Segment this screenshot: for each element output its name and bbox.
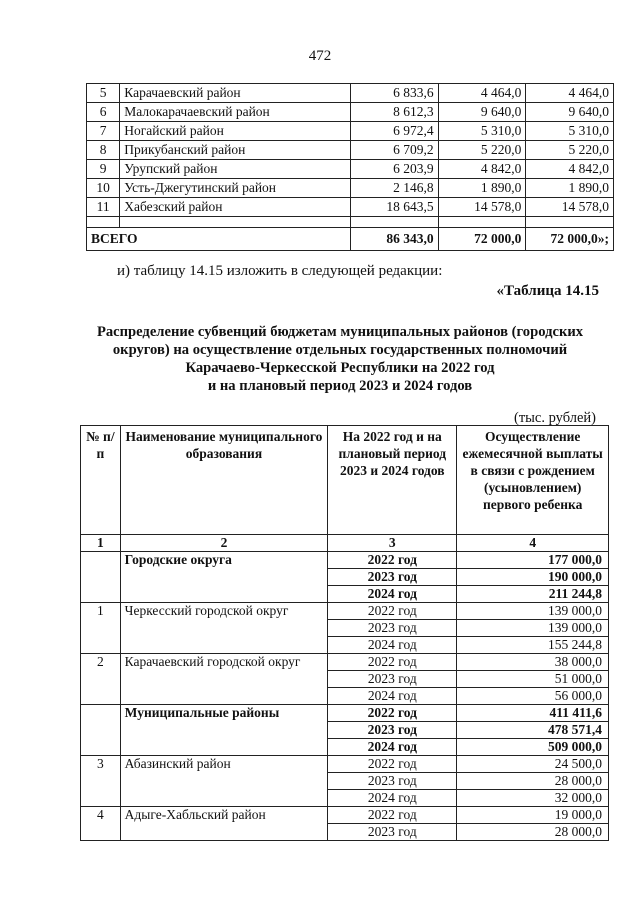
- row-number: 11: [87, 198, 120, 217]
- district-name: Ногайский район: [120, 122, 351, 141]
- amount-cell: 177 000,0: [457, 552, 609, 569]
- instruction-text: и) таблицу 14.15 изложить в следующей редакции:: [117, 263, 443, 279]
- column-number: 1: [81, 535, 121, 552]
- header-row: [81, 426, 609, 535]
- municipality-name: Муниципальные районы: [120, 705, 328, 756]
- header-name: Наименование муниципального образования: [120, 426, 328, 535]
- row-number: [81, 552, 121, 603]
- municipality-name: Адыге-Хабльский район: [120, 807, 328, 841]
- table-row: [81, 552, 609, 569]
- value-cell: 14 578,0: [438, 198, 526, 217]
- amount-cell: 28 000,0: [457, 824, 609, 841]
- municipality-name: Абазинский район: [120, 756, 328, 807]
- row-number: 5: [87, 84, 120, 103]
- amount-cell: 155 244,8: [457, 637, 609, 654]
- value-cell: 9 640,0: [438, 103, 526, 122]
- row-number: 1: [81, 603, 121, 654]
- total-row: [87, 228, 614, 251]
- amount-cell: 24 500,0: [457, 756, 609, 773]
- spacer-cell: [351, 217, 439, 228]
- year-cell: 2022 год: [328, 807, 457, 824]
- spacer-row: [87, 217, 614, 228]
- municipality-name: Черкесский городской округ: [120, 603, 328, 654]
- year-cell: 2022 год: [328, 654, 457, 671]
- title-line: Карачаево-Черкесской Республики на 2022 год: [185, 360, 495, 376]
- value-cell: 5 310,0: [438, 122, 526, 141]
- district-name: Прикубанский район: [120, 141, 351, 160]
- amount-cell: 38 000,0: [457, 654, 609, 671]
- table-title: [60, 323, 620, 395]
- year-cell: 2024 год: [328, 688, 457, 705]
- district-name: Карачаевский район: [120, 84, 351, 103]
- municipality-name: Карачаевский городской округ: [120, 654, 328, 705]
- amount-cell: 32 000,0: [457, 790, 609, 807]
- district-name: Малокарачаевский район: [120, 103, 351, 122]
- value-cell: 14 578,0: [526, 198, 614, 217]
- year-cell: 2023 год: [328, 722, 457, 739]
- row-number: 6: [87, 103, 120, 122]
- table-row: [81, 603, 609, 620]
- value-cell: 4 842,0: [526, 160, 614, 179]
- page-number: 472: [308, 48, 332, 64]
- year-cell: 2022 год: [328, 756, 457, 773]
- total-value: 72 000,0: [438, 228, 526, 251]
- value-cell: 6 203,9: [351, 160, 439, 179]
- row-number: 2: [81, 654, 121, 705]
- table-row: [81, 705, 609, 722]
- amount-cell: 56 000,0: [457, 688, 609, 705]
- table-row: [81, 756, 609, 773]
- amount-cell: 139 000,0: [457, 603, 609, 620]
- year-cell: 2024 год: [328, 739, 457, 756]
- value-cell: 4 464,0: [526, 84, 614, 103]
- row-number: 8: [87, 141, 120, 160]
- table-row: [81, 807, 609, 824]
- value-cell: 6 709,2: [351, 141, 439, 160]
- district-name: Урупский район: [120, 160, 351, 179]
- year-cell: 2024 год: [328, 586, 457, 603]
- amount-cell: 190 000,0: [457, 569, 609, 586]
- column-number: 2: [120, 535, 328, 552]
- amount-cell: 51 000,0: [457, 671, 609, 688]
- header-period: На 2022 год и на плановый период 2023 и 2024 годов: [328, 426, 457, 535]
- value-cell: 4 464,0: [438, 84, 526, 103]
- value-cell: 2 146,8: [351, 179, 439, 198]
- main-table: [80, 425, 609, 841]
- value-cell: 5 220,0: [438, 141, 526, 160]
- table-row: [87, 103, 614, 122]
- year-cell: 2023 год: [328, 569, 457, 586]
- year-cell: 2023 год: [328, 620, 457, 637]
- amount-cell: 478 571,4: [457, 722, 609, 739]
- column-number-row: [81, 535, 609, 552]
- value-cell: 5 220,0: [526, 141, 614, 160]
- value-cell: 1 890,0: [526, 179, 614, 198]
- amount-cell: 139 000,0: [457, 620, 609, 637]
- spacer-cell: [438, 217, 526, 228]
- row-number: 4: [81, 807, 121, 841]
- value-cell: 1 890,0: [438, 179, 526, 198]
- total-label: ВСЕГО: [87, 228, 351, 251]
- title-line: и на плановый период 2023 и 2024 годов: [207, 378, 473, 394]
- spacer-cell: [526, 217, 614, 228]
- column-number: 3: [328, 535, 457, 552]
- value-cell: 4 842,0: [438, 160, 526, 179]
- spacer-cell: [87, 217, 120, 228]
- top-table: [86, 83, 614, 251]
- table-row: [81, 654, 609, 671]
- table-row: [87, 160, 614, 179]
- amount-cell: 19 000,0: [457, 807, 609, 824]
- total-value: 72 000,0»;: [526, 228, 614, 251]
- row-number: [81, 705, 121, 756]
- table-row: [87, 122, 614, 141]
- value-cell: 9 640,0: [526, 103, 614, 122]
- title-line: округов) на осуществление отдельных государственных полномочий: [112, 342, 568, 358]
- table-row: [87, 179, 614, 198]
- column-number: 4: [457, 535, 609, 552]
- row-number: 7: [87, 122, 120, 141]
- year-cell: 2022 год: [328, 603, 457, 620]
- table-row: [87, 198, 614, 217]
- year-cell: 2023 год: [328, 773, 457, 790]
- table-row: [87, 141, 614, 160]
- year-cell: 2024 год: [328, 790, 457, 807]
- header-num: № п/п: [81, 426, 121, 535]
- municipality-name: Городские округа: [120, 552, 328, 603]
- year-cell: 2022 год: [328, 552, 457, 569]
- total-value: 86 343,0: [351, 228, 439, 251]
- spacer-cell: [120, 217, 351, 228]
- value-cell: 5 310,0: [526, 122, 614, 141]
- value-cell: 18 643,5: [351, 198, 439, 217]
- amount-cell: 411 411,6: [457, 705, 609, 722]
- header-payment: Осуществление ежемесячной выплаты в связи с рождением (усыновлением) первого ребенка: [457, 426, 609, 535]
- amount-cell: 509 000,0: [457, 739, 609, 756]
- value-cell: 8 612,3: [351, 103, 439, 122]
- year-cell: 2022 год: [328, 705, 457, 722]
- district-name: Хабезский район: [120, 198, 351, 217]
- district-name: Усть-Джегутинский район: [120, 179, 351, 198]
- row-number: 10: [87, 179, 120, 198]
- value-cell: 6 972,4: [351, 122, 439, 141]
- table-label: «Таблица 14.15: [496, 283, 599, 299]
- year-cell: 2023 год: [328, 824, 457, 841]
- amount-cell: 28 000,0: [457, 773, 609, 790]
- row-number: 9: [87, 160, 120, 179]
- title-line: Распределение субвенций бюджетам муниципальных районов (городских: [96, 324, 584, 340]
- value-cell: 6 833,6: [351, 84, 439, 103]
- units-label: (тыс. рублей): [514, 410, 596, 426]
- year-cell: 2023 год: [328, 671, 457, 688]
- row-number: 3: [81, 756, 121, 807]
- table-row: [87, 84, 614, 103]
- year-cell: 2024 год: [328, 637, 457, 654]
- amount-cell: 211 244,8: [457, 586, 609, 603]
